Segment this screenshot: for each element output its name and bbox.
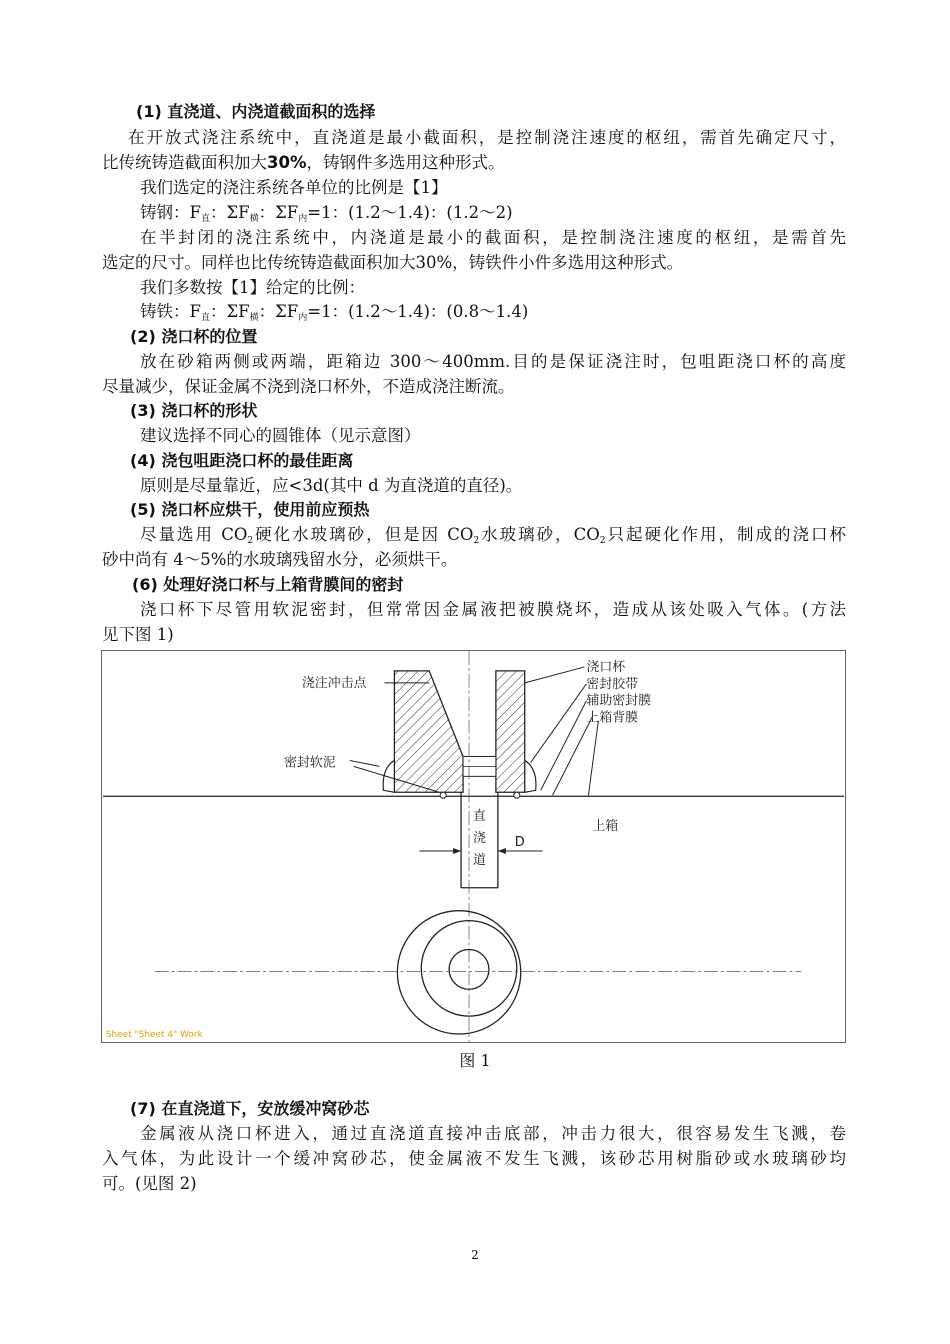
- subscript: 直: [200, 214, 210, 224]
- page-number: 2: [471, 1248, 479, 1262]
- paragraph-line: 金属液从浇口杯进入，通过直浇道直接冲击底部，冲击力很大，很容易发生飞溅，卷: [140, 1124, 846, 1143]
- leader-back-b: [588, 721, 598, 796]
- paragraph-line: 在半封闭的浇注系统中，内浇道是最小的截面积，是控制浇注速度的枢纽，是需首先: [140, 228, 846, 247]
- paragraph-line: 砂中尚有 4～5%的水玻璃残留水分，必须烘干。: [102, 550, 458, 569]
- figure-1-drawing: [102, 651, 845, 1042]
- figure-1-caption: 图 1: [459, 1051, 491, 1070]
- paragraph-line: 建议选择不同心的圆锥体（见示意图）: [140, 426, 421, 445]
- section-6-heading: (6) 处理好浇口杯与上箱背膜间的密封: [132, 575, 404, 594]
- paragraph-line: 可。(见图 2): [102, 1174, 197, 1193]
- paragraph-line: 我们多数按【1】给定的比例：: [140, 278, 365, 297]
- label-sprue-char-1: 直: [473, 809, 486, 825]
- text-run: 比传统铸造截面积加大: [102, 153, 267, 172]
- text-run: ：ΣF: [258, 203, 299, 222]
- subscript: 直: [200, 313, 210, 323]
- label-upper-box: 上箱: [592, 819, 619, 835]
- text-run: =1：(1.2～1.4)：(1.2～2): [307, 203, 513, 222]
- paragraph-line: 原则是尽量靠近，应<3d(其中 d 为直浇道的直径)。: [140, 476, 523, 495]
- section-5-heading: (5) 浇口杯应烘干，使用前应预热: [130, 500, 370, 519]
- seal-bead-left: [440, 792, 446, 798]
- subscript: 2: [473, 536, 480, 546]
- text-run: ：ΣF: [258, 302, 299, 321]
- text-run: ，铸钢件多选用这种形式。: [306, 153, 505, 172]
- section-1-heading: [136, 100, 375, 124]
- label-sprue-char-3: 道: [473, 852, 486, 868]
- heading-number: (1): [136, 102, 162, 121]
- text-run: 尽量选用 CO: [140, 525, 248, 544]
- seal-mud-right: [525, 760, 536, 792]
- label-seal-tape: 密封胶带: [586, 676, 639, 692]
- label-upper-back-film: 上箱背膜: [586, 710, 639, 726]
- paragraph-line: 见下图 1): [102, 625, 174, 644]
- label-diameter-d: D: [514, 835, 525, 851]
- leader-seal-mud-a: [350, 760, 380, 766]
- heading-text: 直浇道、内浇道截面积的选择: [167, 102, 376, 121]
- subscript: 内: [298, 214, 308, 224]
- paragraph-line: 在开放式浇注系统中，直浇道是最小截面积，是控制浇注速度的枢纽，需首先确定尺寸，: [128, 128, 846, 147]
- text-run: ：ΣF: [209, 203, 250, 222]
- text-run: 铸铁：F: [140, 302, 201, 321]
- subscript: 2: [247, 536, 254, 546]
- label-impact-point: 浇注冲击点: [301, 675, 367, 691]
- leader-tape: [531, 684, 587, 763]
- dim-arrow-right: [498, 848, 506, 854]
- steel-ratio-formula: [140, 201, 513, 225]
- paragraph-line: [140, 523, 846, 547]
- dim-arrow-left: [453, 848, 461, 854]
- section-3-heading: (3) 浇口杯的形状: [130, 401, 258, 420]
- paragraph-line: 浇口杯下尽管用软泥密封，但常常因金属液把被膜烧坏，造成从该处吸入气体。(方法: [140, 600, 846, 619]
- subscript: 2: [599, 536, 606, 546]
- paragraph-line: 我们选定的浇注系统各单位的比例是【1】: [140, 178, 448, 197]
- subscript: 内: [298, 313, 308, 323]
- paragraph-line: 放在砂箱两侧或两端，距箱边 300～400mm.目的是保证浇注时，包咀距浇口杯的高度: [140, 352, 846, 371]
- paragraph-line: [102, 151, 505, 175]
- text-run: ：ΣF: [209, 302, 250, 321]
- text-run: =1：(1.2～1.4)：(0.8～1.4): [307, 302, 529, 321]
- bold-percentage: 30%: [267, 153, 307, 172]
- label-seal-mud: 密封软泥: [283, 755, 336, 771]
- paragraph-line: 选定的尺寸。同样也比传统铸造截面积加大30%，铸铁件小件多选用这种形式。: [102, 253, 684, 272]
- sheet-work-tag: Sheet "Sheet 4" Work: [105, 1030, 203, 1041]
- cup-right-wall: [496, 671, 525, 792]
- leader-aux: [541, 701, 587, 791]
- text-run: 硬化水玻璃砂，但是因 CO: [253, 525, 474, 544]
- paragraph-line: 尽量减少，保证金属不浇到浇口杯外，不造成浇注断流。: [102, 377, 515, 396]
- figure-1: [101, 650, 846, 1043]
- cup-left-wall: [394, 671, 463, 792]
- section-7-heading: (7) 在直浇道下，安放缓冲窝砂芯: [130, 1099, 370, 1118]
- label-pouring-cup: 浇口杯: [586, 659, 626, 675]
- label-sprue-char-2: 浇: [473, 831, 486, 847]
- subscript: 横: [249, 313, 259, 323]
- section-4-heading: (4) 浇包咀距浇口杯的最佳距离: [130, 451, 354, 470]
- iron-ratio-formula: [140, 300, 528, 324]
- leader-cup: [525, 667, 585, 683]
- label-aux-seal-film: 辅助密封膜: [586, 693, 652, 709]
- paragraph-line: 入气体，为此设计一个缓冲窝砂芯，使金属液不发生飞溅，该砂芯用树脂砂或水玻璃砂均: [102, 1149, 846, 1168]
- subscript: 横: [249, 214, 259, 224]
- text-run: 铸钢：F: [140, 203, 201, 222]
- section-2-heading: (2) 浇口杯的位置: [130, 327, 258, 346]
- seal-bead-right: [514, 792, 520, 798]
- text-run: 只起硬化作用，制成的浇口杯: [605, 525, 846, 544]
- text-run: 水玻璃砂，CO: [479, 525, 600, 544]
